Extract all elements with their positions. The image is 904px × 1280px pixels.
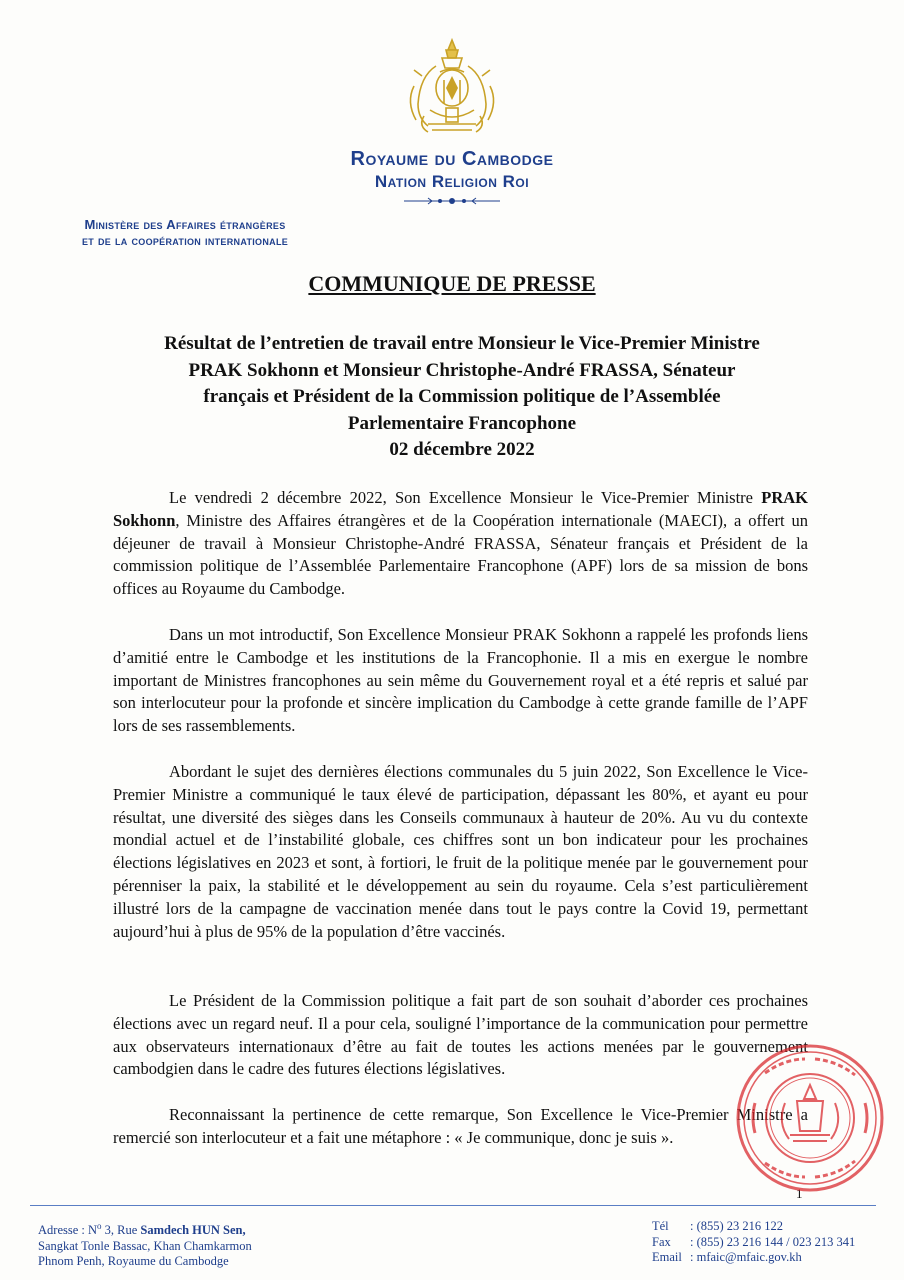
ornament-divider [404, 196, 500, 206]
paragraph-4-text: Le Président de la Commission politique a fait part de son souhait d’aborder ces prochaines élections avec un regard neuf. Il a pour cela, souligné l’importance de la communication pour permettre aux observateurs internationaux d’être au fait de toutes les actions menées par le gouvernement cambodgien dans le cadre des futures élections législatives. [113, 991, 808, 1079]
paragraph-5-text: Reconnaissant la pertinence de cette remarque, Son Excellence le Vice-Premier Ministre a remercié son interlocuteur et a fait une métaphore : « Je communique, donc je suis ». [113, 1105, 808, 1147]
official-stamp-icon [735, 1043, 885, 1193]
tel-label: Tél [652, 1219, 669, 1233]
kingdom-title: Royaume du Cambodge [350, 148, 554, 170]
paragraph-2-text: Dans un mot introductif, Son Excellence Monsieur PRAK Sokhonn a rappelé les profonds liens d’amitié entre le Cambodge et les institutions de la Francophonie. Il a mis en exergue le nombre important de Ministres francophones au sein même du Gouvernement royal et a été repris et salué par son interlocuteur pour la profonde et sincère implication du Cambodge à cette grande famille de l’APF lors de ses rassemblements. [113, 625, 808, 736]
paragraph-3-text: Abordant le sujet des dernières élections communales du 5 juin 2022, Son Excellence le Vice-Premier Ministre a communiqué le taux élevé de participation, dépassant les 80%, et ayant eu pour résultat, une diversité des sièges dans les Conseils communaux à hauteur de 20%. Au vu du contexte mondial actuel et de l’instabilité globale, ces chiffres sont un bon indicateur pour les prochaines élections législatives en 2023 et sont, à fortiori, le fruit de la politique menée par le gouvernement pour pérenniser la paix, la stabilité et le développement au sein du royaume. Cela s’est particulièrement illustré lors de la campagne de vaccination menée dans tout le pays contre la Covid 19, permettant aujourd’hui à plus de 95% de la population d’être vaccinés. [113, 762, 808, 941]
heading-date: 02 décembre 2022 [389, 439, 535, 460]
paragraph-1-start: Le vendredi 2 décembre 2022, Son Excellence Monsieur le Vice-Premier Ministre [169, 488, 762, 507]
paragraph-5 [113, 1104, 808, 1150]
minister-name: PRAK Sokhonn [113, 488, 808, 530]
footer-contact [652, 1219, 855, 1266]
fax-value: : (855) 23 216 144 / 023 213 341 [690, 1234, 856, 1249]
ministry-name-line1: Ministère des Affaires étrangères [84, 217, 286, 232]
heading-line: PRAK Sokhonn et Monsieur Christophe-André FRASSA, Sénateur [188, 359, 736, 381]
paragraph-3 [113, 761, 808, 943]
address-sup: o [97, 1221, 102, 1231]
address-line-2: Sangkat Tonle Bassac, Khan Chamkarmon [38, 1238, 252, 1253]
address-number: 3, Rue [101, 1223, 141, 1238]
paragraph-2 [113, 624, 808, 738]
document-type-title: COMMUNIQUE DE PRESSE [308, 271, 596, 296]
tel-value: : (855) 23 216 122 [690, 1219, 784, 1233]
ministry-name-line2: et de la coopération internationale [81, 233, 289, 248]
fax-label: Fax [652, 1234, 671, 1249]
document-heading [100, 331, 824, 464]
footer-divider [30, 1205, 876, 1206]
heading-line: français et Président de la Commission politique de l’Assemblée [203, 386, 721, 407]
royal-emblem-icon [400, 36, 504, 142]
address-label: Adresse : N [38, 1223, 98, 1238]
address-street: Samdech HUN Sen, [140, 1223, 246, 1238]
footer-address [38, 1219, 252, 1270]
page-number: 1 [796, 1186, 803, 1201]
paragraph-1 [113, 487, 808, 601]
email-label: Email [652, 1250, 682, 1264]
national-motto: Nation Religion Roi [374, 172, 530, 191]
address-line-3: Phnom Penh, Royaume du Cambodge [38, 1254, 229, 1269]
paragraph-1-rest: , Ministre des Affaires étrangères et de la Coopération internationale (MAECI), a offert un déjeuner de travail à Monsieur Christophe-André FRASSA, Sénateur français et Président de la commission politique de l’Assemblée Parlementaire Francophone (APF) lors de sa mission de bons offices au Royaume du Cambodge. [113, 510, 808, 599]
paragraph-4 [113, 990, 808, 1081]
email-link[interactable]: : mfaic@mfaic.gov.kh [690, 1250, 802, 1264]
heading-line: Parlementaire Francophone [347, 412, 577, 434]
heading-line: Résultat de l’entretien de travail entre Monsieur le Vice-Premier Ministre [164, 333, 760, 354]
